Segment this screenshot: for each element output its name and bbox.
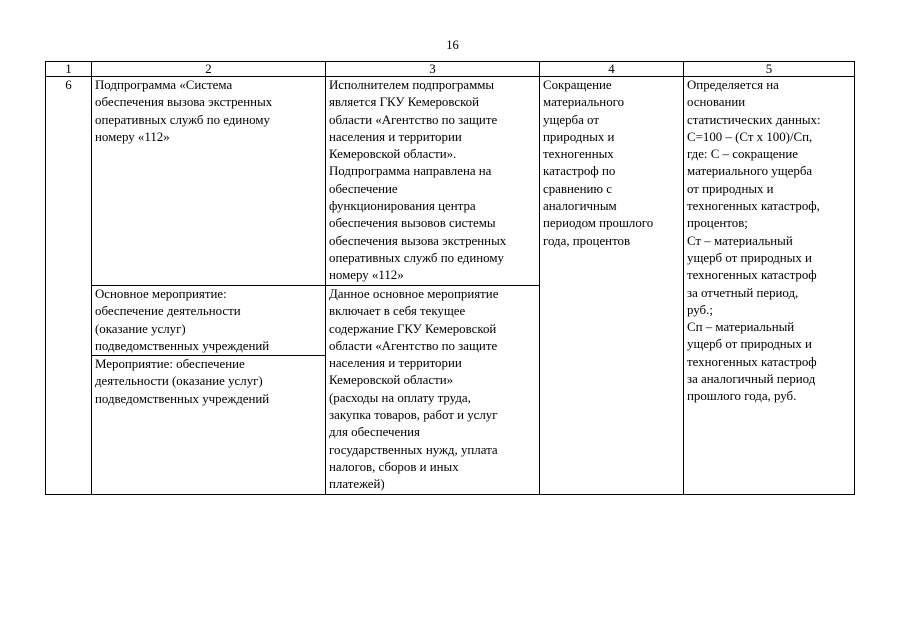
program-name-cell: Подпрограмма «Система обеспечения вызова экстренных оперативных служб по единому номеру «112» xyxy=(92,77,326,286)
indicator-cell: Сокращение материального ущерба от природных и техногенных катастроф по сравнению с аналогичным периодом прошлого года, процентов xyxy=(540,77,684,495)
row-number: 6 xyxy=(46,77,92,286)
table-row xyxy=(46,77,855,286)
program-description-cell: Исполнителем подпрограммы является ГКУ Кемеровской области «Агентство по защите населения и территории Кемеровской области». Подпрограмма направлена на обеспечение функционирования центра обеспечения вызовов системы обеспечения вызова экстренных оперативных служб по единому номеру «112» xyxy=(326,77,540,286)
row-number-continuation xyxy=(46,286,92,356)
header-cell-4: 4 xyxy=(540,62,684,77)
header-cell-2: 2 xyxy=(92,62,326,77)
main-activity-description-cell: Данное основное мероприятие включает в себя текущее содержание ГКУ Кемеровской области «Агентство по защите населения и территории Кемеровской области» (расходы на оплату труда, закупка товаров, работ и услуг для обеспечения государственных нужд, уплата налогов, сборов и иных платежей) xyxy=(326,286,540,495)
page-number: 16 xyxy=(446,38,459,52)
row-number-continuation xyxy=(46,356,92,495)
calculation-method-cell: Определяется на основании статистических данных: С=100 – (Ст х 100)/Сп, где: С – сокращение материального ущерба от природных и техногенных катастроф, процентов; Ст – материальный ущерб от природных и техногенных катастроф за отчетный период, руб.; Сп – материальный ущерб от природных и техногенных катастроф за аналогичный период прошлого года, руб. xyxy=(684,77,855,495)
header-cell-1: 1 xyxy=(46,62,92,77)
header-cell-5: 5 xyxy=(684,62,855,77)
indicator-table xyxy=(45,61,855,495)
activity-cell: Мероприятие: обеспечение деятельности (оказание услуг) подведомственных учреждений xyxy=(92,356,326,495)
header-row xyxy=(46,62,855,77)
main-activity-cell: Основное мероприятие: обеспечение деятельности (оказание услуг) подведомственных учреждений xyxy=(92,286,326,356)
header-cell-3: 3 xyxy=(326,62,540,77)
